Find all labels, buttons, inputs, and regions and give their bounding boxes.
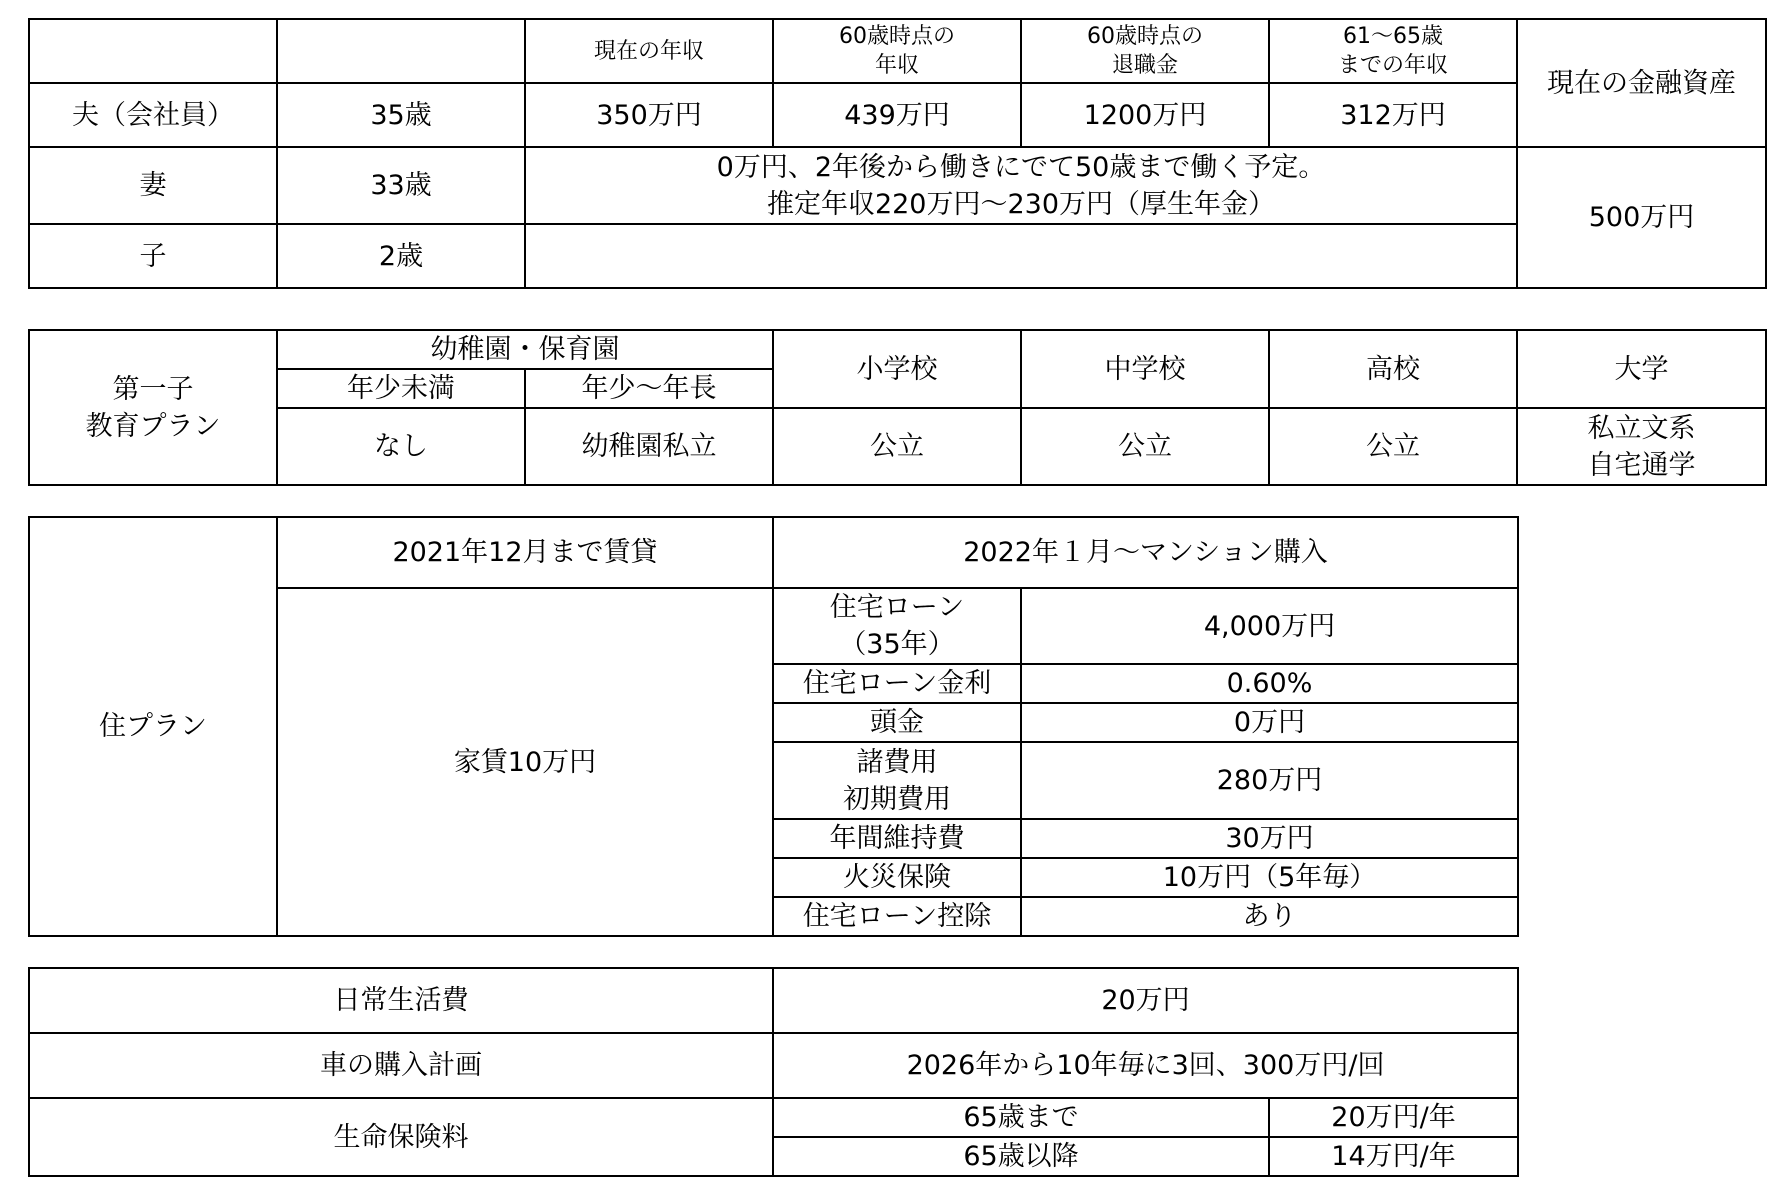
housing-row-value: 0万円 (1021, 703, 1518, 742)
family-income-table (28, 18, 1767, 289)
child-label: 子 (29, 224, 277, 288)
wife-note: 0万円、2年後から働きにでて50歳まで働く予定。 推定年収220万円～230万円（厚生年金） (525, 147, 1517, 224)
insurance-amount: 14万円/年 (1269, 1137, 1518, 1176)
housing-row-label: 火災保険 (773, 858, 1021, 897)
nursery-value: 幼稚園私立 (525, 408, 773, 485)
high-school-header: 高校 (1269, 330, 1517, 408)
elementary-value: 公立 (773, 408, 1021, 485)
insurance-period: 65歳まで (773, 1098, 1269, 1137)
insurance-period: 65歳以降 (773, 1137, 1269, 1176)
financial-assets-value: 500万円 (1517, 147, 1766, 288)
pre-nursery-header: 年少未満 (277, 369, 525, 408)
car-plan-value: 2026年から10年毎に3回、300万円/回 (773, 1033, 1518, 1098)
header-blank-label (29, 19, 277, 83)
expenses-table (28, 967, 1519, 1177)
wife-age: 33歳 (277, 147, 525, 224)
living-cost-value: 20万円 (773, 968, 1518, 1033)
header-financial-assets: 現在の金融資産 (1517, 19, 1766, 147)
husband-current-income: 350万円 (525, 83, 773, 147)
housing-row-label: 住宅ローン金利 (773, 664, 1021, 703)
housing-row-label: 住宅ローン （35年） (773, 588, 1021, 664)
header-retirement-at-60: 60歳時点の 退職金 (1021, 19, 1269, 83)
housing-row-label: 年間維持費 (773, 819, 1021, 858)
husband-income-61-65: 312万円 (1269, 83, 1517, 147)
child-note-empty (525, 224, 1517, 288)
header-blank-age (277, 19, 525, 83)
pre-nursery-value: なし (277, 408, 525, 485)
university-value: 私立文系 自宅通学 (1517, 408, 1766, 485)
rent-value: 家賃10万円 (277, 588, 773, 936)
junior-high-header: 中学校 (1021, 330, 1269, 408)
housing-plan-table (28, 516, 1519, 937)
car-plan-label: 車の購入計画 (29, 1033, 773, 1098)
housing-row-value: あり (1021, 897, 1518, 936)
husband-income-at-60: 439万円 (773, 83, 1021, 147)
university-header: 大学 (1517, 330, 1766, 408)
kindergarten-header: 幼稚園・保育園 (277, 330, 773, 369)
husband-age: 35歳 (277, 83, 525, 147)
insurance-label: 生命保険料 (29, 1098, 773, 1176)
nursery-header: 年少～年長 (525, 369, 773, 408)
header-income-at-60: 60歳時点の 年収 (773, 19, 1021, 83)
header-current-income: 現在の年収 (525, 19, 773, 83)
wife-label: 妻 (29, 147, 277, 224)
housing-row-label: 頭金 (773, 703, 1021, 742)
education-plan-label: 第一子 教育プラン (29, 330, 277, 485)
education-plan-table (28, 329, 1767, 486)
header-income-61-65: 61～65歳 までの年収 (1269, 19, 1517, 83)
housing-row-label: 住宅ローン控除 (773, 897, 1021, 936)
elementary-header: 小学校 (773, 330, 1021, 408)
housing-row-value: 4,000万円 (1021, 588, 1518, 664)
living-cost-label: 日常生活費 (29, 968, 773, 1033)
housing-row-value: 280万円 (1021, 742, 1518, 819)
husband-retirement-at-60: 1200万円 (1021, 83, 1269, 147)
housing-row-value: 10万円（5年毎） (1021, 858, 1518, 897)
child-age: 2歳 (277, 224, 525, 288)
housing-row-value: 30万円 (1021, 819, 1518, 858)
high-school-value: 公立 (1269, 408, 1517, 485)
insurance-amount: 20万円/年 (1269, 1098, 1518, 1137)
rental-header: 2021年12月まで賃貸 (277, 517, 773, 588)
housing-row-value: 0.60% (1021, 664, 1518, 703)
husband-label: 夫（会社員） (29, 83, 277, 147)
purchase-header: 2022年１月～マンション購入 (773, 517, 1518, 588)
housing-row-label: 諸費用 初期費用 (773, 742, 1021, 819)
junior-high-value: 公立 (1021, 408, 1269, 485)
housing-plan-label: 住プラン (29, 517, 277, 936)
